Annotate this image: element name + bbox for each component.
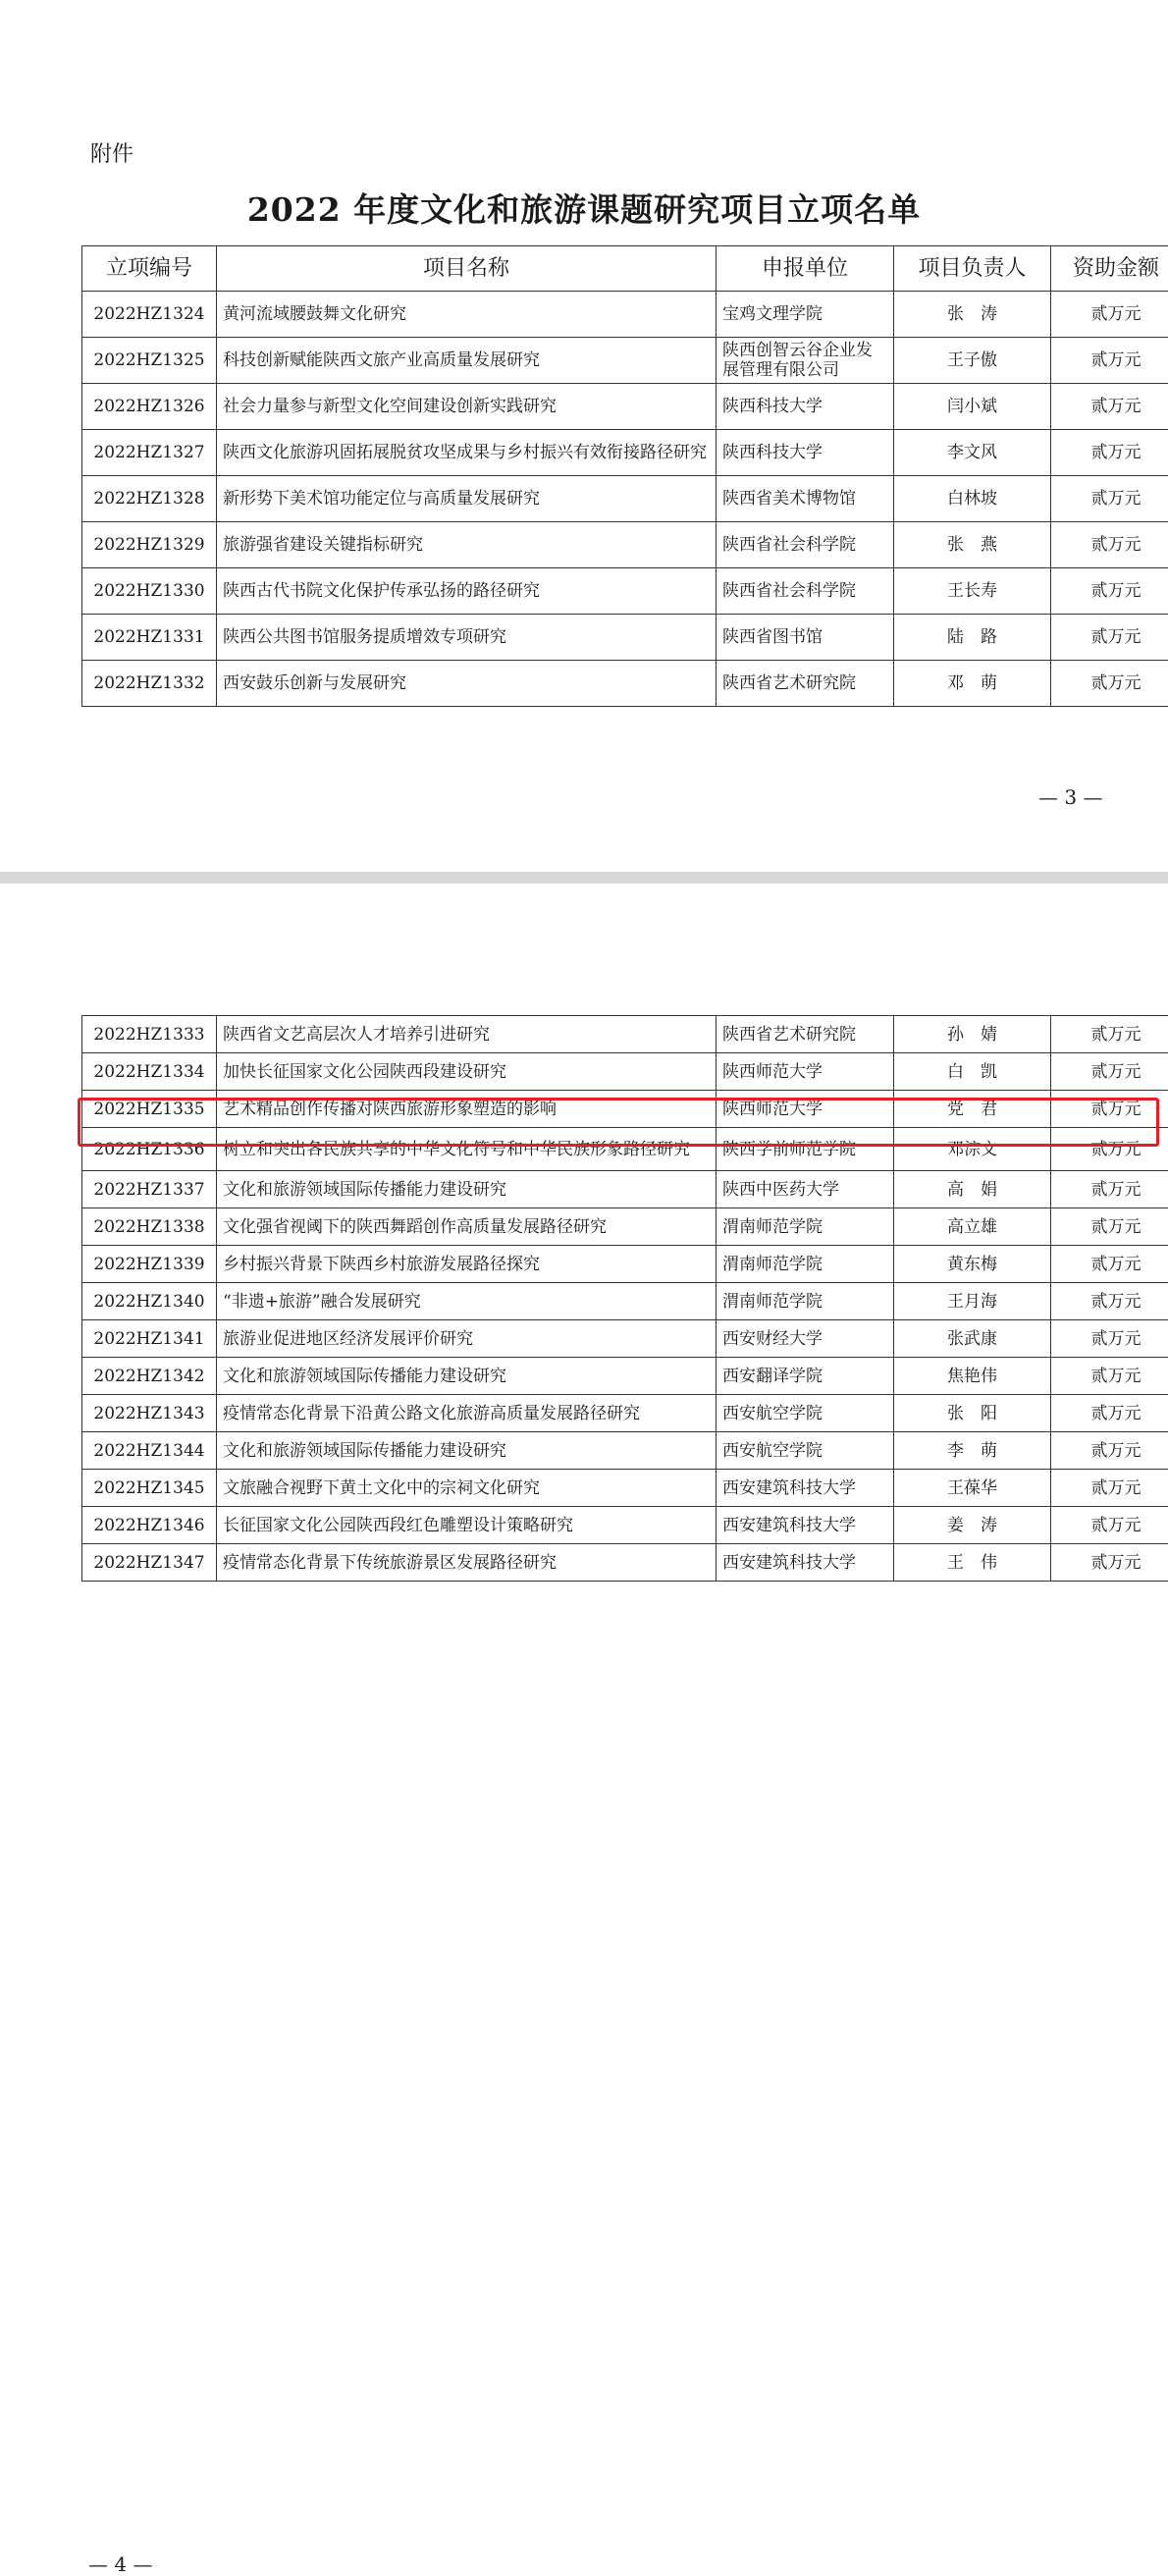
funding-amount-cell: 贰万元 <box>1051 1320 1168 1358</box>
project-id-cell: 2022HZ1343 <box>82 1395 217 1432</box>
funding-amount-cell: 贰万元 <box>1051 1246 1168 1283</box>
project-name-cell: 陕西古代书院文化保护传承弘扬的路径研究 <box>217 568 717 615</box>
applicant-unit-cell: 西安建筑科技大学 <box>717 1544 894 1582</box>
applicant-unit-cell: 陕西科技大学 <box>717 430 894 476</box>
funding-amount-cell: 贰万元 <box>1051 1091 1168 1128</box>
project-leader-cell: 高立雄 <box>894 1208 1051 1246</box>
project-leader-cell: 孙 婧 <box>894 1016 1051 1053</box>
project-id-cell: 2022HZ1346 <box>82 1507 217 1544</box>
table-row <box>82 615 1168 661</box>
applicant-unit-cell: 陕西省社会科学院 <box>717 568 894 615</box>
project-id-cell: 2022HZ1342 <box>82 1358 217 1395</box>
project-leader-cell: 姜 涛 <box>894 1507 1051 1544</box>
table-row <box>82 476 1168 522</box>
applicant-unit-cell: 宝鸡文理学院 <box>717 292 894 338</box>
applicant-unit-cell: 西安航空学院 <box>717 1395 894 1432</box>
project-id-cell: 2022HZ1345 <box>82 1470 217 1507</box>
project-name-cell: 西安鼓乐创新与发展研究 <box>217 661 717 707</box>
project-leader-cell: 邓 萌 <box>894 661 1051 707</box>
project-leader-cell: 闫小斌 <box>894 384 1051 430</box>
funding-amount-cell: 贰万元 <box>1051 522 1168 568</box>
project-id-cell: 2022HZ1330 <box>82 568 217 615</box>
project-leader-cell: 李 萌 <box>894 1432 1051 1470</box>
project-leader-cell: 张 阳 <box>894 1395 1051 1432</box>
header-lead: 项目负责人 <box>894 246 1051 292</box>
table-row <box>82 661 1168 707</box>
applicant-unit-cell: 西安财经大学 <box>717 1320 894 1358</box>
funding-amount-cell: 贰万元 <box>1051 292 1168 338</box>
project-name-cell: 旅游业促进地区经济发展评价研究 <box>217 1320 717 1358</box>
project-leader-cell: 陆 路 <box>894 615 1051 661</box>
project-leader-cell: 王子傲 <box>894 338 1051 384</box>
project-id-cell: 2022HZ1332 <box>82 661 217 707</box>
applicant-unit-cell: 陕西科技大学 <box>717 384 894 430</box>
project-id-cell: 2022HZ1339 <box>82 1246 217 1283</box>
applicant-unit-cell: 陕西创智云谷企业发展管理有限公司 <box>717 338 894 384</box>
project-name-cell: 长征国家文化公园陕西段红色雕塑设计策略研究 <box>217 1507 717 1544</box>
project-id-cell: 2022HZ1336 <box>82 1128 217 1171</box>
project-id-cell: 2022HZ1347 <box>82 1544 217 1582</box>
applicant-unit-cell: 陕西省艺术研究院 <box>717 661 894 707</box>
funding-amount-cell: 贰万元 <box>1051 1544 1168 1582</box>
table-header-row <box>82 246 1168 292</box>
project-id-cell: 2022HZ1328 <box>82 476 217 522</box>
funding-amount-cell: 贰万元 <box>1051 1470 1168 1507</box>
applicant-unit-cell: 陕西省美术博物馆 <box>717 476 894 522</box>
project-name-cell: 科技创新赋能陕西文旅产业高质量发展研究 <box>217 338 717 384</box>
applicant-unit-cell: 陕西师范大学 <box>717 1053 894 1091</box>
applicant-unit-cell: 渭南师范学院 <box>717 1283 894 1320</box>
project-id-cell: 2022HZ1325 <box>82 338 217 384</box>
page-title: 2022 年度文化和旅游课题研究项目立项名单 <box>0 185 1168 231</box>
page-separator <box>0 872 1168 884</box>
table-row <box>82 1395 1168 1432</box>
project-id-cell: 2022HZ1344 <box>82 1432 217 1470</box>
applicant-unit-cell: 陕西师范大学 <box>717 1091 894 1128</box>
project-name-cell: 艺术精品创作传播对陕西旅游形象塑造的影响 <box>217 1091 717 1128</box>
project-name-cell: 文化和旅游领域国际传播能力建设研究 <box>217 1432 717 1470</box>
table-row <box>82 338 1168 384</box>
project-leader-cell: 王葆华 <box>894 1470 1051 1507</box>
table-row <box>82 1016 1168 1053</box>
project-name-cell: 疫情常态化背景下沿黄公路文化旅游高质量发展路径研究 <box>217 1395 717 1432</box>
table-row <box>82 1128 1168 1171</box>
project-name-cell: 文旅融合视野下黄土文化中的宗祠文化研究 <box>217 1470 717 1507</box>
table-row <box>82 1470 1168 1507</box>
applicant-unit-cell: 西安翻译学院 <box>717 1358 894 1395</box>
project-name-cell: 文化强省视阈下的陕西舞蹈创作高质量发展路径研究 <box>217 1208 717 1246</box>
project-name-cell: 社会力量参与新型文化空间建设创新实践研究 <box>217 384 717 430</box>
funding-amount-cell: 贰万元 <box>1051 1283 1168 1320</box>
header-id: 立项编号 <box>82 246 217 292</box>
table-row <box>82 1171 1168 1208</box>
header-amount: 资助金额 <box>1051 246 1168 292</box>
project-leader-cell: 张 燕 <box>894 522 1051 568</box>
project-leader-cell: 邓淙文 <box>894 1128 1051 1171</box>
table-row <box>82 1320 1168 1358</box>
project-leader-cell: 白 凯 <box>894 1053 1051 1091</box>
project-id-cell: 2022HZ1335 <box>82 1091 217 1128</box>
funding-amount-cell: 贰万元 <box>1051 661 1168 707</box>
header-name: 项目名称 <box>217 246 717 292</box>
funding-amount-cell: 贰万元 <box>1051 1432 1168 1470</box>
applicant-unit-cell: 渭南师范学院 <box>717 1246 894 1283</box>
funding-amount-cell: 贰万元 <box>1051 568 1168 615</box>
project-id-cell: 2022HZ1338 <box>82 1208 217 1246</box>
table-row <box>82 568 1168 615</box>
applicant-unit-cell: 陕西学前师范学院 <box>717 1128 894 1171</box>
page-number: — 4 — <box>88 2552 152 2576</box>
project-leader-cell: 王 伟 <box>894 1544 1051 1582</box>
table-row <box>82 1544 1168 1582</box>
project-id-cell: 2022HZ1340 <box>82 1283 217 1320</box>
funding-amount-cell: 贰万元 <box>1051 1395 1168 1432</box>
project-name-cell: 新形势下美术馆功能定位与高质量发展研究 <box>217 476 717 522</box>
project-table-page-4 <box>81 1015 1168 1582</box>
funding-amount-cell: 贰万元 <box>1051 615 1168 661</box>
funding-amount-cell: 贰万元 <box>1051 1358 1168 1395</box>
project-id-cell: 2022HZ1331 <box>82 615 217 661</box>
funding-amount-cell: 贰万元 <box>1051 430 1168 476</box>
applicant-unit-cell: 陕西省社会科学院 <box>717 522 894 568</box>
funding-amount-cell: 贰万元 <box>1051 1208 1168 1246</box>
project-leader-cell: 白林坡 <box>894 476 1051 522</box>
applicant-unit-cell: 陕西省图书馆 <box>717 615 894 661</box>
project-leader-cell: 黄东梅 <box>894 1246 1051 1283</box>
project-id-cell: 2022HZ1326 <box>82 384 217 430</box>
table-row <box>82 1246 1168 1283</box>
table-row <box>82 1432 1168 1470</box>
project-leader-cell: 党 君 <box>894 1091 1051 1128</box>
table-row <box>82 1358 1168 1395</box>
project-id-cell: 2022HZ1337 <box>82 1171 217 1208</box>
project-name-cell: 文化和旅游领域国际传播能力建设研究 <box>217 1171 717 1208</box>
applicant-unit-cell: 西安建筑科技大学 <box>717 1507 894 1544</box>
project-name-cell: 加快长征国家文化公园陕西段建设研究 <box>217 1053 717 1091</box>
table-row <box>82 384 1168 430</box>
funding-amount-cell: 贰万元 <box>1051 1171 1168 1208</box>
table-row <box>82 522 1168 568</box>
project-id-cell: 2022HZ1324 <box>82 292 217 338</box>
applicant-unit-cell: 西安建筑科技大学 <box>717 1470 894 1507</box>
project-name-cell: 乡村振兴背景下陕西乡村旅游发展路径探究 <box>217 1246 717 1283</box>
project-leader-cell: 焦艳伟 <box>894 1358 1051 1395</box>
project-id-cell: 2022HZ1333 <box>82 1016 217 1053</box>
project-name-cell: 陕西文化旅游巩固拓展脱贫攻坚成果与乡村振兴有效衔接路径研究 <box>217 430 717 476</box>
project-name-cell: 疫情常态化背景下传统旅游景区发展路径研究 <box>217 1544 717 1582</box>
funding-amount-cell: 贰万元 <box>1051 1128 1168 1171</box>
project-leader-cell: 张武康 <box>894 1320 1051 1358</box>
funding-amount-cell: 贰万元 <box>1051 384 1168 430</box>
table-row <box>82 1091 1168 1128</box>
page-number: — 3 — <box>1038 785 1102 809</box>
funding-amount-cell: 贰万元 <box>1051 338 1168 384</box>
project-id-cell: 2022HZ1341 <box>82 1320 217 1358</box>
funding-amount-cell: 贰万元 <box>1051 1016 1168 1053</box>
applicant-unit-cell: 陕西中医药大学 <box>717 1171 894 1208</box>
document-page-3 <box>0 0 1168 872</box>
table-row <box>82 1283 1168 1320</box>
project-leader-cell: 王月海 <box>894 1283 1051 1320</box>
project-name-cell: 陕西公共图书馆服务提质增效专项研究 <box>217 615 717 661</box>
table-row <box>82 1507 1168 1544</box>
project-name-cell: 旅游强省建设关键指标研究 <box>217 522 717 568</box>
project-leader-cell: 张 涛 <box>894 292 1051 338</box>
applicant-unit-cell: 陕西省艺术研究院 <box>717 1016 894 1053</box>
project-name-cell: 黄河流域腰鼓舞文化研究 <box>217 292 717 338</box>
project-id-cell: 2022HZ1334 <box>82 1053 217 1091</box>
project-leader-cell: 李文风 <box>894 430 1051 476</box>
project-leader-cell: 王长寿 <box>894 568 1051 615</box>
funding-amount-cell: 贰万元 <box>1051 476 1168 522</box>
applicant-unit-cell: 渭南师范学院 <box>717 1208 894 1246</box>
funding-amount-cell: 贰万元 <box>1051 1507 1168 1544</box>
table-row <box>82 1208 1168 1246</box>
project-name-cell: 文化和旅游领域国际传播能力建设研究 <box>217 1358 717 1395</box>
table-row <box>82 1053 1168 1091</box>
project-name-cell: 陕西省文艺高层次人才培养引进研究 <box>217 1016 717 1053</box>
project-id-cell: 2022HZ1329 <box>82 522 217 568</box>
project-id-cell: 2022HZ1327 <box>82 430 217 476</box>
project-leader-cell: 高 娟 <box>894 1171 1051 1208</box>
attachment-label: 附件 <box>90 137 133 168</box>
table-row <box>82 430 1168 476</box>
applicant-unit-cell: 西安航空学院 <box>717 1432 894 1470</box>
header-unit: 申报单位 <box>717 246 894 292</box>
project-name-cell: 树立和突出各民族共享的中华文化符号和中华民族形象路径研究 <box>217 1128 717 1171</box>
funding-amount-cell: 贰万元 <box>1051 1053 1168 1091</box>
project-name-cell: “非遗+旅游”融合发展研究 <box>217 1283 717 1320</box>
table-row <box>82 292 1168 338</box>
project-table-page-3 <box>81 245 1168 707</box>
